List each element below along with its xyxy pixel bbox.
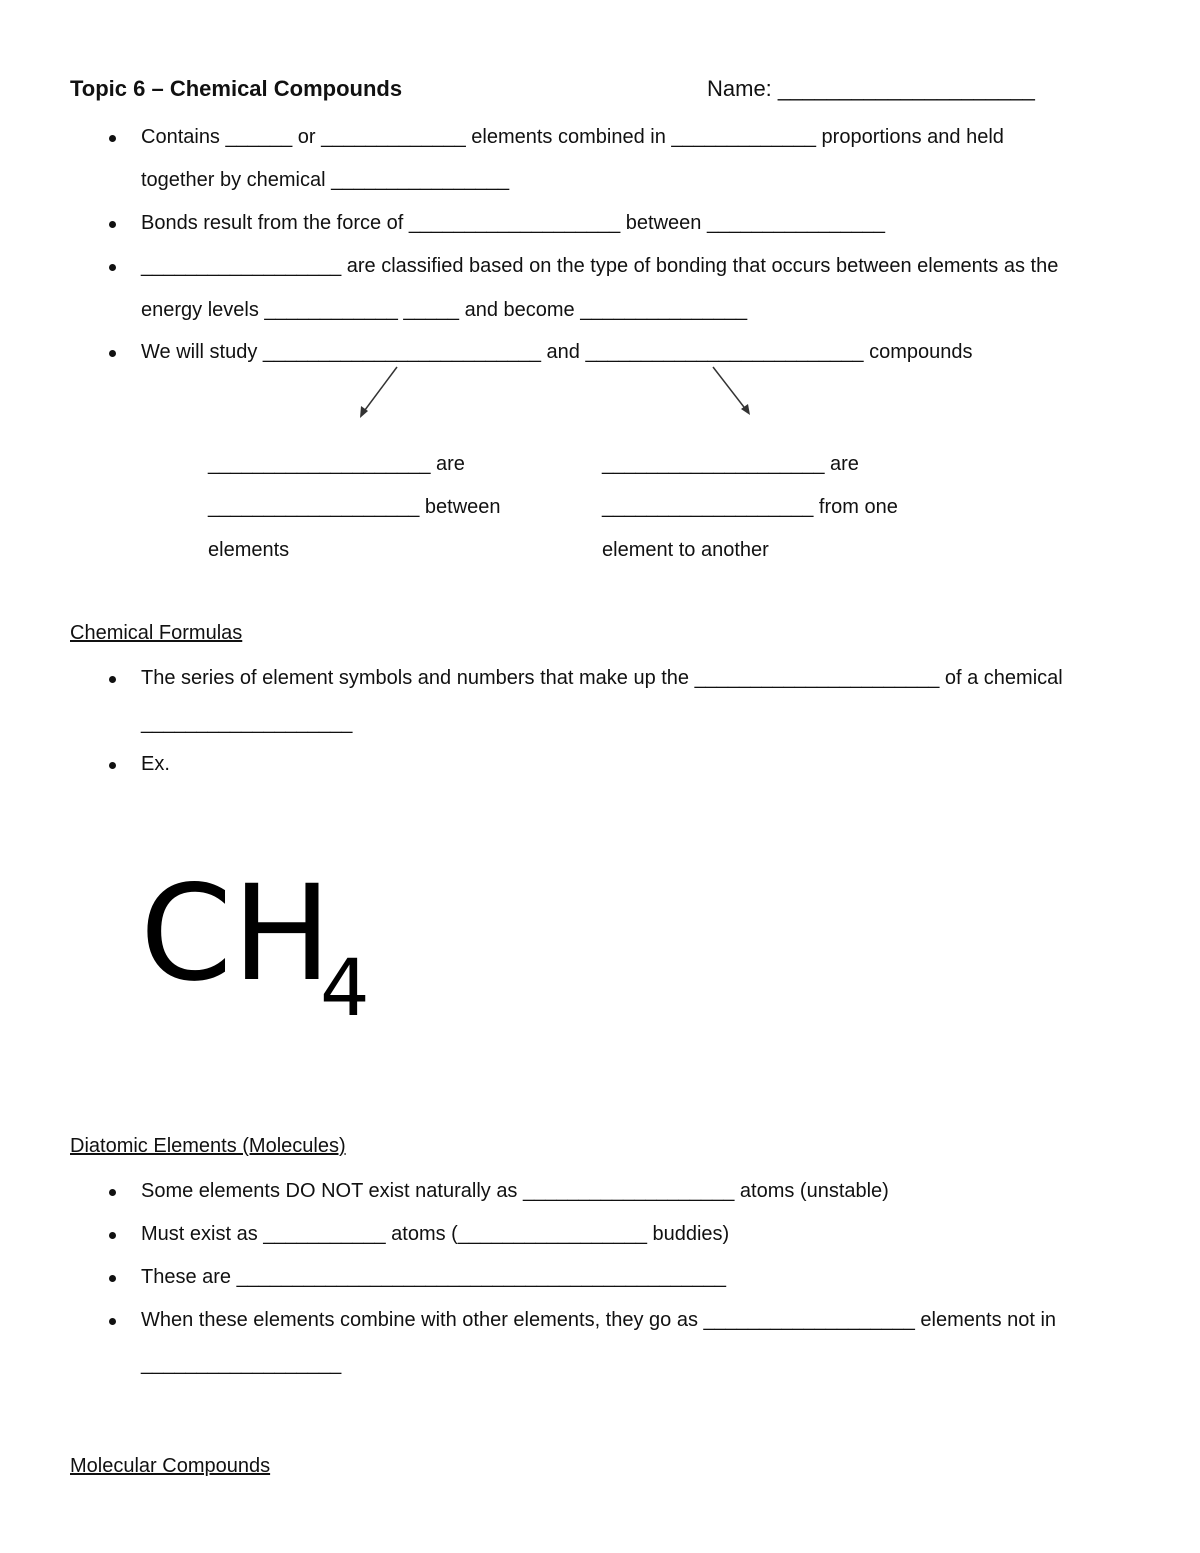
bullet-dot: [109, 264, 116, 271]
bullet-dot: [109, 1275, 116, 1282]
intro-bullet-1-line-2: together by chemical ________________: [141, 169, 510, 191]
formula-subscript: 4: [320, 944, 370, 1034]
intro-bullet-3-line-1: __________________ are classified based on the type of bonding that occurs between elements as the: [141, 255, 1059, 277]
right-branch-line-1: ____________________ are: [602, 453, 859, 475]
section-heading-diatomic-elements: Diatomic Elements (Molecules): [70, 1135, 346, 1157]
formulas-bullet-1-line-2: ___________________: [141, 712, 353, 734]
intro-bullet-2: Bonds result from the force of ___________________ between ________________: [141, 212, 885, 234]
diatomic-bullet-3: These are ____________________________________________: [141, 1266, 727, 1288]
right-branch-line-2: ___________________ from one: [602, 496, 898, 518]
intro-bullet-4: We will study _________________________ and _________________________ compounds: [141, 341, 973, 363]
intro-bullet-1-line-1: Contains ______ or _____________ elements combined in _____________ proportions and held: [141, 126, 1004, 148]
page-title: Topic 6 – Chemical Compounds: [70, 76, 403, 101]
section-heading-chemical-formulas: Chemical Formulas: [70, 622, 243, 644]
bullet-dot: [109, 676, 116, 683]
diatomic-bullet-1: Some elements DO NOT exist naturally as ___________________ atoms (unstable): [141, 1180, 889, 1202]
diatomic-bullet-4-line-2: __________________: [141, 1353, 342, 1375]
left-branch-line-1: ____________________ are: [208, 453, 465, 475]
left-branch-line-3: elements: [208, 539, 290, 561]
bullet-dot: [109, 1318, 116, 1325]
bullet-dot: [109, 1189, 116, 1196]
left-arrow-icon: [350, 362, 410, 422]
intro-bullet-3-line-2: energy levels ____________ _____ and become _______________: [141, 299, 748, 321]
bullet-dot: [109, 135, 116, 142]
formula-symbols: CH: [140, 857, 332, 1011]
bullet-dot: [109, 221, 116, 228]
bullet-dot: [109, 350, 116, 357]
left-branch-line-2: ___________________ between: [208, 496, 501, 518]
formulas-bullet-1-line-1: The series of element symbols and numbers that make up the ______________________ of a chemical: [141, 667, 1063, 689]
bullet-dot: [109, 1232, 116, 1239]
section-heading-molecular-compounds: Molecular Compounds: [70, 1455, 271, 1477]
right-arrow-icon: [705, 362, 765, 422]
name-field[interactable]: Name: _____________________: [707, 76, 1035, 101]
bullet-dot: [109, 762, 116, 769]
right-branch-line-3: element to another: [602, 539, 769, 561]
formulas-bullet-2: Ex.: [141, 753, 170, 775]
diatomic-bullet-4-line-1: When these elements combine with other elements, they go as ___________________ elements not in: [141, 1309, 1057, 1331]
diatomic-bullet-2: Must exist as ___________ atoms (_________________ buddies): [141, 1223, 730, 1245]
